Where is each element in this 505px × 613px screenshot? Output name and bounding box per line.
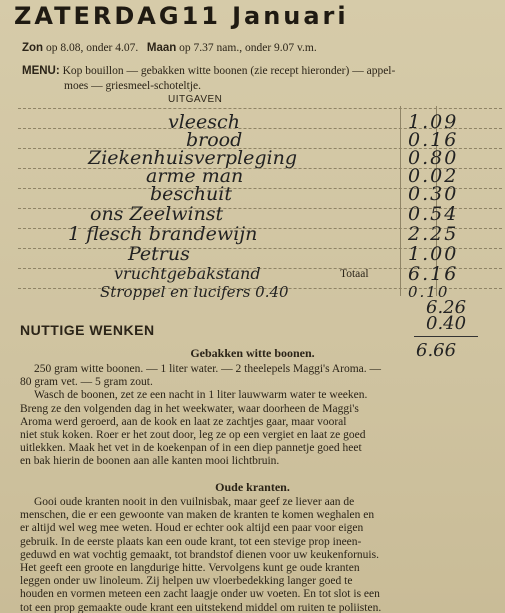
kranten-text [20, 496, 492, 613]
ledger-item: brood [186, 129, 243, 151]
kranten-line: leggen onder uw linoleum. Zij helpen uw vloerbedekking langer goed te [20, 575, 353, 588]
ledger-header: UITGAVEN [168, 94, 223, 105]
menu-line-1: Kop bouillon — gebakken witte boonen (zie recept hieronder) — appel- [62, 65, 396, 77]
moon-label: Maan [146, 42, 177, 54]
sun-label: Zon [22, 42, 44, 54]
recipe-line: Aroma werd geroerd, aan de kook en laat ze zachtjes gaar, maar vooral [20, 415, 347, 428]
kranten-line: tot een prop gemaakte oude krant een uitstekend middel om ruiten te poliisten. [20, 601, 382, 613]
recipe-line: en bak hierin de boonen aan alle kanten mooi lichtbruin. [20, 455, 280, 468]
subtotal-rule [414, 336, 478, 337]
kranten-line: er altijd wel weg mee weten. Houd er echter ook altijd een paar voor eigen [20, 522, 364, 535]
ledger-item: Stroppel en lucifers 0.40 [100, 283, 289, 301]
recipe-line: Breng ze den volgenden dag in het weekwater, waar doorheen de Maggi's [20, 402, 359, 415]
ledger-amount: 6.16 [408, 263, 459, 285]
ledger-item: 1 flesch brandewijn [68, 223, 258, 245]
recipe-text [20, 363, 492, 469]
subtotal-line-1: 6.26 [426, 297, 467, 318]
sun-moon-line [22, 42, 317, 54]
ledger-amount: 0.80 [408, 147, 459, 169]
ledger-column-line [400, 106, 401, 296]
kranten-title: Oude kranten. [215, 480, 290, 494]
menu-label: MENU: [22, 65, 60, 77]
kranten-line: Het geeft een groote en langdurige hitte. Vervolgens kunt ge oude kranten [20, 562, 360, 575]
ledger-amount: 0.16 [408, 129, 459, 151]
subtotal-result: 6.66 [416, 340, 457, 361]
section-title: NUTTIGE WENKEN [20, 322, 155, 338]
recipe-line: uitlekken. Maak het vet in de koekenpan of in een diep pannetje goed heet [20, 442, 362, 455]
subtotal-line-2: 0.40 [426, 313, 467, 334]
ledger-amount: 0.54 [408, 203, 459, 225]
kranten-line: Gooi oude kranten nooit in den vuilnisbak, maar geef ze liever aan de [34, 496, 355, 508]
kranten-line: menschen, die er een gewoonte van maken de kranten te komen weghalen en [20, 509, 375, 522]
ledger-item: Petrus [128, 243, 190, 265]
ledger-item: vruchtgebakstand [114, 264, 261, 283]
moon-times: op 7.37 nam., onder 9.07 v.m. [179, 42, 317, 54]
ledger-item: ons Zeelwinst [90, 203, 224, 225]
sun-times: op 8.08, onder 4.07. [45, 42, 139, 54]
ledger-rule [18, 108, 502, 109]
ledger-amount: 0.02 [408, 165, 459, 187]
ledger-amount: 0.30 [408, 183, 459, 205]
recipe-line: 80 gram vet. — 5 gram zout. [20, 376, 153, 389]
ledger-item: beschuit [150, 183, 232, 205]
month-name: Januari [232, 2, 349, 30]
expense-ledger [18, 92, 502, 302]
kranten-line: houden en vormen meteen een zacht laagje onder uw voeten. En tot slot is een [20, 588, 380, 601]
ledger-amount: 1.09 [408, 111, 459, 133]
ledger-amount: 0.10 [408, 283, 450, 301]
kranten-line: geduwd en wat vochtig gemaakt, tot brandstof dienen voor uw keukenfornuis. [20, 548, 379, 561]
day-number: 11 [181, 2, 221, 30]
recipe-title: Gebakken witte boonen. [190, 346, 315, 360]
menu-block [22, 64, 492, 94]
ledger-item: Ziekenhuisverpleging [88, 147, 297, 169]
ledger-amount: 2.25 [408, 223, 459, 245]
ledger-amount: 1.00 [408, 243, 459, 265]
kranten-line: gebruik. In de eerste plaats kan een oude krant, tot een stevige prop ineen- [20, 535, 362, 548]
day-name: ZATERDAG [14, 2, 182, 30]
date-header [14, 2, 349, 30]
recipe-line: Wasch de boonen, zet ze een nacht in 1 liter lauwwarm water te weeken. [34, 389, 368, 402]
totaal-label: Totaal [340, 268, 369, 280]
ledger-item: arme man [146, 165, 244, 187]
recipe-line: niet stuk koken. Roer er het zout door, leg ze op een vergiet en laat ze goed [20, 429, 366, 442]
ledger-item: vleesch [168, 111, 240, 133]
menu-line-2: moes — griesmeel-schoteltje. [64, 80, 202, 92]
recipe-line: 250 gram witte boonen. — 1 liter water. — 2 theelepels Maggi's Aroma. — [34, 363, 381, 375]
